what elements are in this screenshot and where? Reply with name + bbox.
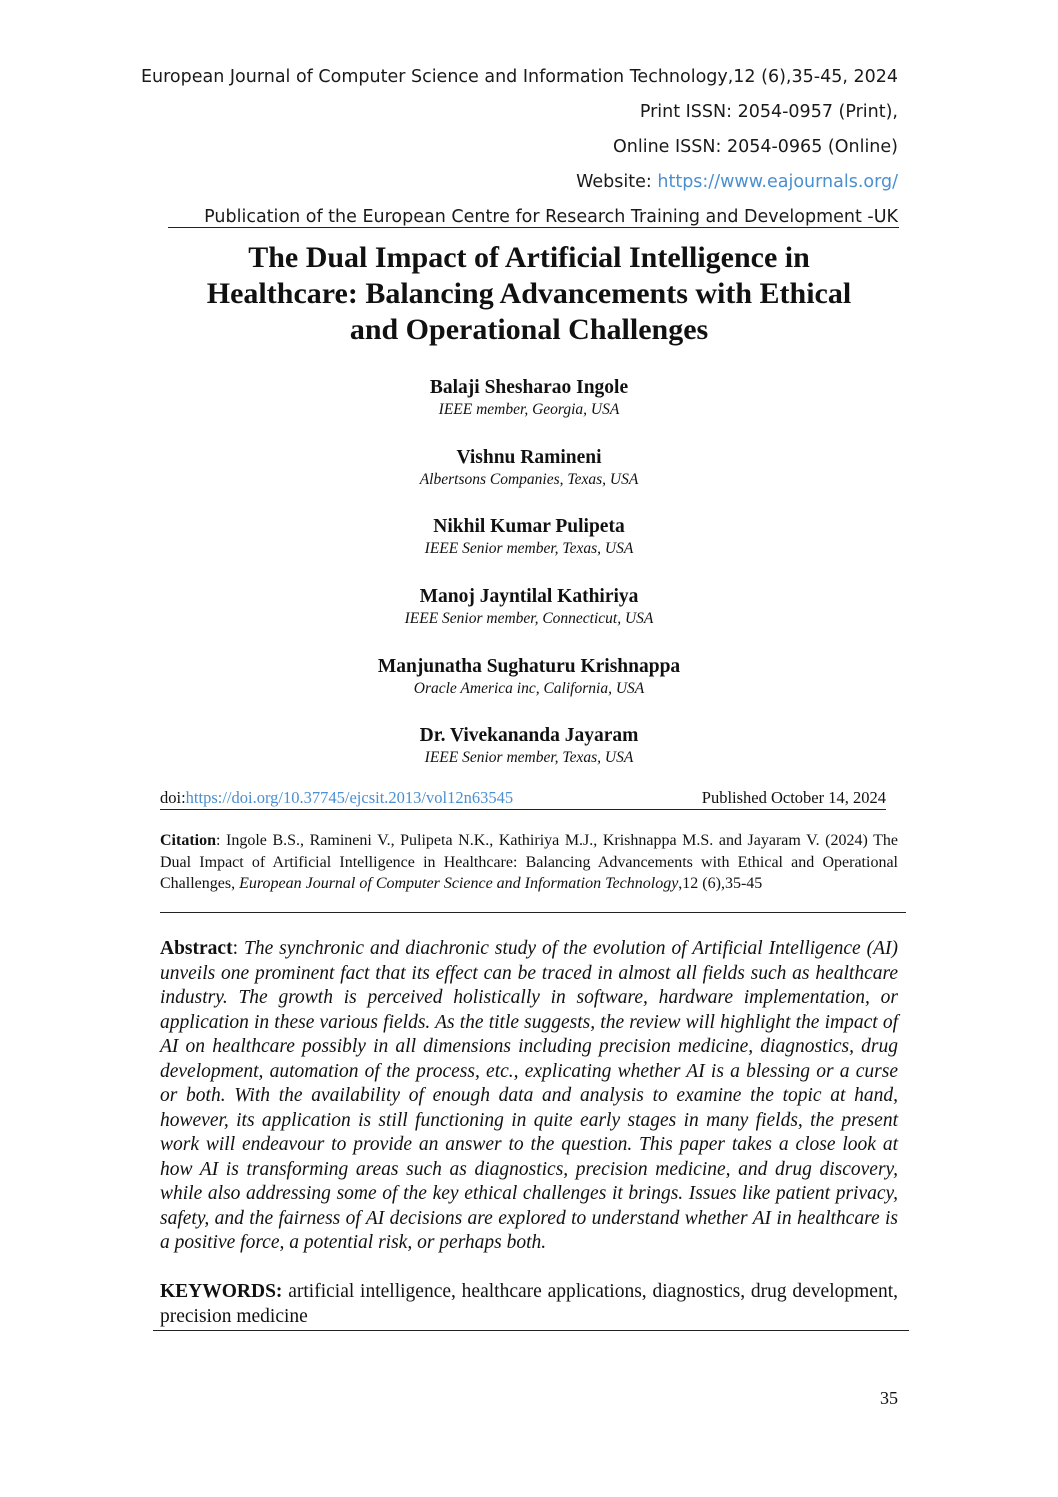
author-block xyxy=(0,515,1058,559)
author-name: Vishnu Ramineni xyxy=(456,447,602,468)
author-name: Manjunatha Sughaturu Krishnappa xyxy=(377,656,681,677)
citation-text: : Ingole B.S., Ramineni V., Pulipeta N.K., Kathiriya M.J., Krishnappa M.S. and Jayaram V. (2024) The Dual Impact of Artificial Intelligence in Healthcare: Balancing Advancements with Ethical and Operational Challenges, xyxy=(160,832,898,892)
doi-label: doi: xyxy=(160,788,186,807)
citation-journal: European Journal of Computer Science and Information Technology xyxy=(239,875,679,892)
author-affiliation: IEEE Senior member, Texas, USA xyxy=(424,540,634,557)
author-name: Balaji Shesharao Ingole xyxy=(429,377,629,398)
abstract-separator: : xyxy=(232,938,244,959)
keywords-rule xyxy=(153,1330,909,1331)
keywords-text: artificial intelligence, healthcare applications, diagnostics, drug development, precision medicine xyxy=(160,1281,898,1327)
author-name: Manoj Jayntilal Kathiriya xyxy=(419,586,639,607)
author-affiliation: Oracle America inc, California, USA xyxy=(413,680,645,697)
print-issn: Print ISSN: 2054-0957 (Print), xyxy=(639,102,898,122)
author-block xyxy=(0,655,1058,699)
citation xyxy=(160,830,898,895)
doi-rule xyxy=(160,809,886,810)
title-line-1: The Dual Impact of Artificial Intelligence in xyxy=(248,241,810,274)
author-affiliation: IEEE member, Georgia, USA xyxy=(438,401,620,418)
page-number: 35 xyxy=(880,1388,898,1408)
website-link[interactable]: https://www.eajournals.org/ xyxy=(657,172,898,192)
abstract-text: The synchronic and diachronic study of the evolution of Artificial Intelligence (AI) unveils one prominent fact that its effect can be traced in almost all fields such as healthcare industry. The growth is perceived holistically in software, hardware implementation, or application in these various fields. As the title suggests, the review will highlight the impact of AI on healthcare possibly in all dimensions including precision medicine, diagnostics, drug development, automation of the process, etc., explicating whether AI is a blessing or a curse or both. With the availability of enough data and analysis to examine the topic at hand, however, its application is still functioning in quite early stages in many fields, the present work will endeavour to provide an answer to the question. This paper takes a close look at how AI is transforming areas such as diagnostics, precision medicine, and drug discovery, while also addressing some of the key ethical challenges it brings. Issues like patient privacy, safety, and the fairness of AI decisions are explored to understand whether AI in healthcare is a positive force, a potential risk, or perhaps both. xyxy=(160,938,899,1253)
online-issn: Online ISSN: 2054-0965 (Online) xyxy=(613,137,898,157)
author-block xyxy=(0,376,1058,420)
paper-title xyxy=(0,240,1058,348)
author-block xyxy=(0,446,1058,490)
author-block xyxy=(0,585,1058,629)
citation-rule xyxy=(160,912,906,913)
published-date: Published October 14, 2024 xyxy=(701,788,886,807)
author-block xyxy=(0,724,1058,768)
title-line-2: Healthcare: Balancing Advancements with Ethical xyxy=(206,277,852,310)
header-rule xyxy=(168,227,899,228)
citation-volume: ,12 (6),35-45 xyxy=(678,875,763,892)
website-line xyxy=(576,171,898,193)
journal-line: European Journal of Computer Science and Information Technology,12 (6),35-45, 2024 xyxy=(140,67,898,87)
publisher-line: Publication of the European Centre for Research Training and Development -UK xyxy=(204,207,898,227)
title-line-3: and Operational Challenges xyxy=(349,313,709,346)
author-name: Nikhil Kumar Pulipeta xyxy=(433,516,625,537)
author-affiliation: IEEE Senior member, Texas, USA xyxy=(424,749,634,766)
abstract-label: Abstract xyxy=(160,938,233,959)
citation-label: Citation xyxy=(160,832,216,849)
abstract xyxy=(160,937,898,1256)
author-affiliation: IEEE Senior member, Connecticut, USA xyxy=(404,610,654,627)
keywords-label: KEYWORDS: xyxy=(160,1281,283,1302)
author-affiliation: Albertsons Companies, Texas, USA xyxy=(419,471,639,488)
website-label: Website: xyxy=(576,172,658,192)
doi-link[interactable]: https://doi.org/10.37745/ejcsit.2013/vol12n63545 xyxy=(185,788,514,807)
author-name: Dr. Vivekananda Jayaram xyxy=(419,725,639,746)
keywords xyxy=(160,1280,898,1329)
doi-line xyxy=(160,788,513,808)
